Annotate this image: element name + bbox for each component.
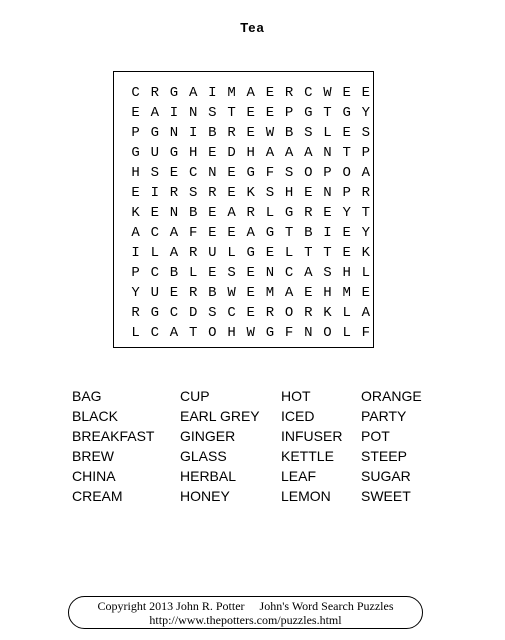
grid-letter: L: [131, 325, 140, 341]
word-list-item: BREAKFAST: [72, 428, 155, 444]
grid-letter: S: [304, 125, 313, 141]
grid-letter: H: [188, 145, 198, 161]
grid-letter: E: [131, 105, 140, 121]
grid-letter: O: [304, 165, 313, 181]
grid-letter: L: [227, 245, 236, 261]
grid-letter: T: [342, 145, 351, 161]
grid-letter: G: [150, 125, 159, 141]
word-list-item: GINGER: [180, 428, 236, 444]
grid-letter: R: [188, 245, 198, 261]
grid-letter: E: [265, 245, 275, 261]
grid-row: [126, 283, 375, 303]
grid-letter: C: [284, 265, 294, 281]
grid-letter: E: [246, 285, 255, 301]
word-list-column-3: [281, 386, 342, 506]
word-list-item: SWEET: [361, 488, 411, 504]
grid-letter: S: [150, 165, 159, 181]
grid-row: [126, 223, 375, 243]
grid-letter: N: [265, 265, 275, 281]
grid-letter: H: [131, 165, 140, 181]
grid-letter: P: [284, 105, 294, 121]
grid-row: [126, 163, 375, 183]
grid-letter: R: [188, 285, 198, 301]
grid-letter: S: [265, 185, 275, 201]
grid-letter: S: [361, 125, 371, 141]
puzzle-title: Tea: [240, 20, 265, 35]
grid-letter: R: [131, 305, 140, 321]
grid-letter: R: [169, 185, 179, 201]
grid-letter: E: [246, 125, 255, 141]
grid-letter: F: [284, 325, 294, 341]
grid-letter: G: [169, 85, 179, 101]
grid-row: [126, 103, 375, 123]
grid-row: [126, 243, 375, 263]
grid-letter: A: [131, 225, 140, 241]
grid-letter: U: [150, 145, 159, 161]
grid-row: [126, 83, 375, 103]
grid-letter: E: [304, 285, 313, 301]
grid-letter: E: [208, 225, 217, 241]
grid-letter: E: [342, 245, 351, 261]
grid-letter: B: [304, 225, 313, 241]
word-list-item: STEEP: [361, 448, 407, 464]
grid-letter: A: [169, 325, 179, 341]
grid-row: [126, 203, 375, 223]
grid-letter: G: [150, 305, 159, 321]
grid-letter: I: [150, 185, 159, 201]
grid-letter: A: [246, 225, 255, 241]
grid-letter: B: [169, 265, 179, 281]
grid-letter: P: [323, 165, 332, 181]
grid-letter: A: [169, 225, 179, 241]
grid-letter: E: [246, 305, 255, 321]
grid-letter: S: [227, 265, 236, 281]
grid-letter: R: [361, 185, 371, 201]
grid-letter: E: [361, 85, 371, 101]
grid-letter: I: [188, 125, 198, 141]
grid-letter: E: [227, 165, 236, 181]
grid-letter: L: [361, 265, 371, 281]
grid-letter: R: [150, 85, 159, 101]
grid-letter: R: [265, 305, 275, 321]
grid-letter: P: [131, 265, 140, 281]
grid-letter: A: [284, 145, 294, 161]
grid-letter: P: [131, 125, 140, 141]
word-list-item: HOT: [281, 388, 311, 404]
grid-letter: A: [304, 265, 313, 281]
grid-letter: A: [169, 245, 179, 261]
grid-letter: P: [342, 185, 351, 201]
grid-letter: N: [323, 145, 332, 161]
grid-row: [126, 183, 375, 203]
grid-letter: O: [284, 305, 294, 321]
word-list-item: BREW: [72, 448, 114, 464]
word-list-column-2: [180, 386, 260, 506]
grid-letter: I: [323, 225, 332, 241]
grid-letter: T: [188, 325, 198, 341]
grid-letter: R: [284, 85, 294, 101]
grid-letter: E: [246, 265, 255, 281]
grid-letter: S: [188, 185, 198, 201]
grid-letter: D: [227, 145, 236, 161]
grid-letter: A: [188, 85, 198, 101]
grid-letter: I: [208, 85, 217, 101]
grid-letter: U: [150, 285, 159, 301]
grid-letter: C: [227, 305, 236, 321]
word-list-item: CHINA: [72, 468, 116, 484]
grid-letter: R: [304, 205, 313, 221]
grid-letter: A: [150, 105, 159, 121]
grid-letter: M: [342, 285, 351, 301]
grid-letter: L: [284, 245, 294, 261]
grid-letter: E: [169, 165, 179, 181]
grid-letter: H: [284, 185, 294, 201]
grid-letter: R: [304, 305, 313, 321]
grid-letter: S: [323, 265, 332, 281]
grid-letter: E: [150, 205, 159, 221]
grid-letter: G: [265, 325, 275, 341]
grid-letter: G: [304, 105, 313, 121]
grid-letter: E: [169, 285, 179, 301]
word-list-column-4: [361, 386, 422, 506]
grid-letter: W: [227, 285, 236, 301]
word-list-item: CUP: [180, 388, 210, 404]
word-list-item: CREAM: [72, 488, 123, 504]
grid-letter: N: [169, 125, 179, 141]
grid-letter: N: [304, 325, 313, 341]
grid-row: [126, 323, 375, 343]
grid-letter: L: [150, 245, 159, 261]
grid-letter: E: [265, 85, 275, 101]
grid-letter: Y: [131, 285, 140, 301]
grid-letter: E: [131, 185, 140, 201]
grid-letter: M: [227, 85, 236, 101]
grid-letter: B: [188, 205, 198, 221]
grid-letter: C: [131, 85, 140, 101]
grid-letter: C: [150, 265, 159, 281]
grid-letter: E: [227, 225, 236, 241]
grid-letter: E: [304, 185, 313, 201]
grid-letter: U: [208, 245, 217, 261]
word-list-item: GLASS: [180, 448, 227, 464]
grid-letter: G: [284, 205, 294, 221]
grid-letter: S: [208, 105, 217, 121]
grid-letter: Y: [361, 105, 371, 121]
word-list-item: PARTY: [361, 408, 407, 424]
grid-letter: N: [188, 105, 198, 121]
grid-letter: E: [323, 205, 332, 221]
grid-letter: A: [304, 145, 313, 161]
grid-letter: K: [361, 245, 371, 261]
grid-letter: G: [246, 245, 255, 261]
grid-row: [126, 123, 375, 143]
grid-letter: R: [208, 185, 217, 201]
footer-credits: [68, 596, 423, 629]
grid-letter: E: [342, 125, 351, 141]
grid-letter: T: [227, 105, 236, 121]
grid-letter: L: [323, 125, 332, 141]
word-list-item: HONEY: [180, 488, 230, 504]
letter-grid: [126, 83, 375, 343]
grid-letter: C: [150, 225, 159, 241]
grid-letter: Y: [342, 205, 351, 221]
grid-letter: K: [246, 185, 255, 201]
grid-letter: Y: [361, 225, 371, 241]
word-list-item: BLACK: [72, 408, 118, 424]
grid-letter: T: [323, 245, 332, 261]
grid-letter: F: [361, 325, 371, 341]
grid-letter: C: [304, 85, 313, 101]
word-list-column-1: [72, 386, 154, 506]
footer-url-link[interactable]: http://www.thepotters.com/puzzles.html: [149, 613, 342, 627]
grid-letter: P: [361, 145, 371, 161]
grid-letter: I: [169, 105, 179, 121]
grid-letter: W: [323, 85, 332, 101]
grid-letter: T: [304, 245, 313, 261]
grid-letter: E: [227, 185, 236, 201]
grid-letter: E: [208, 265, 217, 281]
grid-row: [126, 303, 375, 323]
grid-row: [126, 263, 375, 283]
grid-letter: L: [342, 305, 351, 321]
grid-letter: H: [246, 145, 255, 161]
grid-letter: H: [342, 265, 351, 281]
grid-letter: S: [284, 165, 294, 181]
grid-letter: N: [169, 205, 179, 221]
grid-letter: C: [169, 305, 179, 321]
grid-letter: N: [208, 165, 217, 181]
grid-letter: I: [131, 245, 140, 261]
footer-site-name: John's Word Search Puzzles: [259, 599, 394, 613]
grid-letter: C: [188, 165, 198, 181]
grid-letter: A: [361, 165, 371, 181]
grid-letter: O: [323, 325, 332, 341]
footer-copyright: Copyright 2013 John R. Potter: [97, 599, 245, 613]
grid-letter: R: [227, 125, 236, 141]
grid-letter: G: [131, 145, 140, 161]
grid-letter: M: [265, 285, 275, 301]
grid-letter: G: [265, 225, 275, 241]
word-list-item: BAG: [72, 388, 102, 404]
grid-letter: L: [342, 325, 351, 341]
grid-letter: A: [361, 305, 371, 321]
grid-letter: H: [227, 325, 236, 341]
word-list-item: ORANGE: [361, 388, 422, 404]
word-list-item: HERBAL: [180, 468, 237, 484]
word-list-item: LEMON: [281, 488, 331, 504]
grid-letter: B: [208, 125, 217, 141]
grid-letter: G: [246, 165, 255, 181]
grid-letter: E: [246, 105, 255, 121]
grid-letter: D: [188, 305, 198, 321]
grid-row: [126, 143, 375, 163]
grid-letter: H: [323, 285, 332, 301]
grid-letter: C: [150, 325, 159, 341]
grid-letter: O: [208, 325, 217, 341]
grid-letter: A: [246, 85, 255, 101]
word-list-item: LEAF: [281, 468, 317, 484]
grid-letter: E: [208, 205, 217, 221]
grid-letter: T: [323, 105, 332, 121]
grid-letter: W: [246, 325, 255, 341]
grid-letter: F: [265, 165, 275, 181]
grid-letter: E: [208, 145, 217, 161]
grid-letter: A: [227, 205, 236, 221]
grid-letter: O: [342, 165, 351, 181]
grid-letter: E: [361, 285, 371, 301]
grid-letter: N: [323, 185, 332, 201]
grid-letter: R: [246, 205, 255, 221]
word-list-item: ICED: [281, 408, 315, 424]
grid-letter: A: [284, 285, 294, 301]
grid-letter: K: [131, 205, 140, 221]
grid-letter: G: [169, 145, 179, 161]
word-list-item: SUGAR: [361, 468, 411, 484]
grid-letter: A: [265, 145, 275, 161]
grid-letter: E: [342, 225, 351, 241]
grid-letter: W: [265, 125, 275, 141]
grid-letter: E: [342, 85, 351, 101]
grid-letter: B: [284, 125, 294, 141]
word-list-item: POT: [361, 428, 390, 444]
grid-letter: F: [188, 225, 198, 241]
grid-letter: E: [265, 105, 275, 121]
grid-letter: K: [323, 305, 332, 321]
letter-grid-box: [113, 71, 374, 348]
grid-letter: L: [188, 265, 198, 281]
grid-letter: B: [208, 285, 217, 301]
grid-letter: T: [284, 225, 294, 241]
word-list-item: INFUSER: [281, 428, 343, 444]
word-list-item: EARL GREY: [180, 408, 260, 424]
grid-letter: T: [361, 205, 371, 221]
grid-letter: G: [342, 105, 351, 121]
grid-letter: L: [265, 205, 275, 221]
word-list-item: KETTLE: [281, 448, 334, 464]
grid-letter: S: [208, 305, 217, 321]
